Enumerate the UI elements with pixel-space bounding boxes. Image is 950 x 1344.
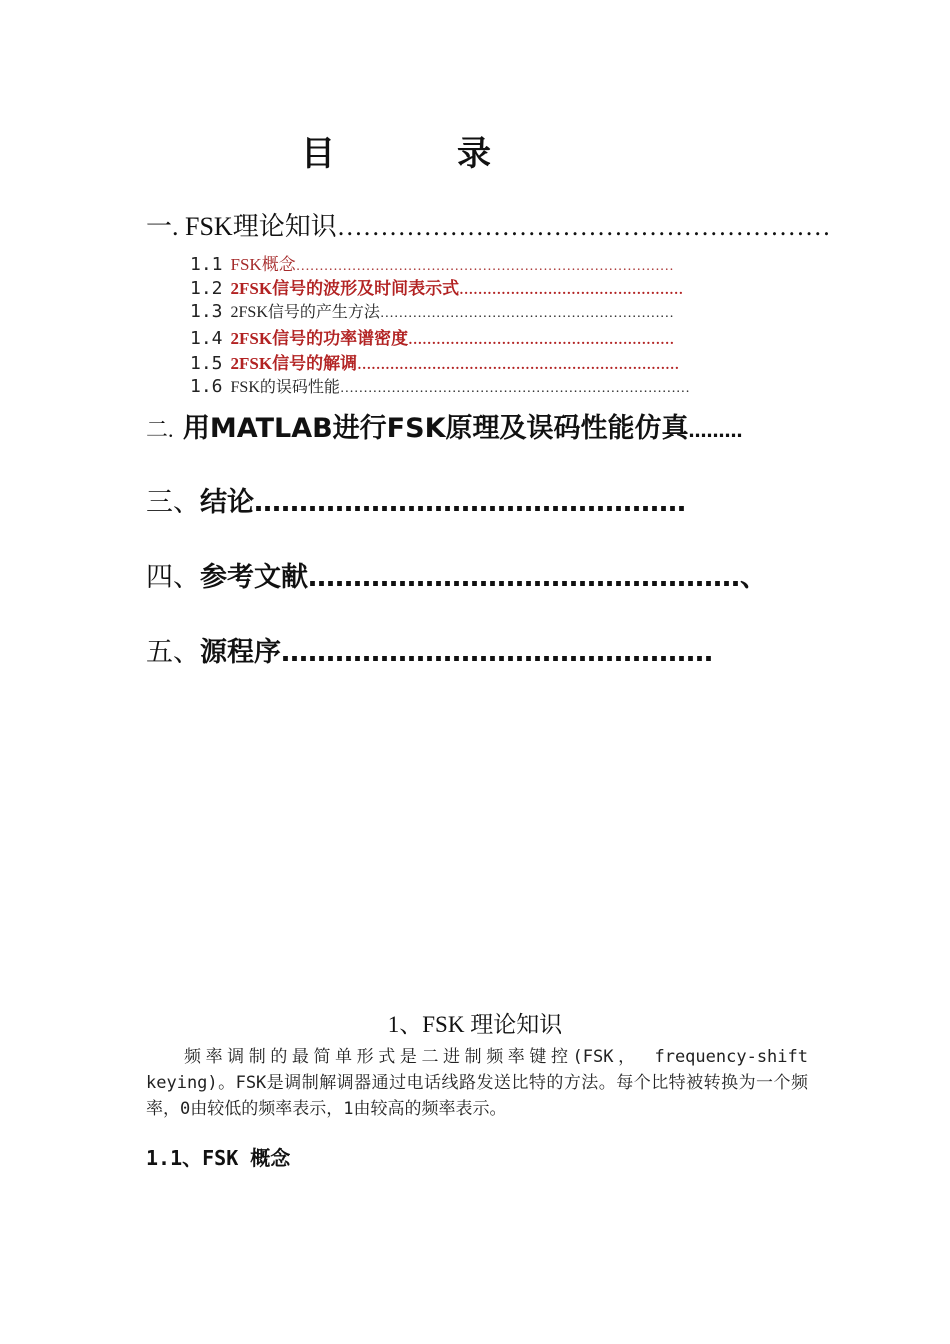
toc-section-4-number: 四、	[146, 562, 200, 592]
toc-subitem-number: 1.6	[190, 376, 223, 397]
toc-section-2[interactable]	[146, 406, 743, 445]
toc-leader-dots: …………………………………………………	[408, 333, 675, 348]
toc-subitem-number: 1.4	[190, 328, 223, 349]
toc-section-3-label: 结论	[200, 487, 254, 518]
toc-subitem-number: 1.5	[190, 353, 223, 374]
toc-leader-dots: …………………………………………	[281, 637, 713, 668]
toc-subitem-1-1[interactable]	[190, 250, 674, 275]
toc-leader-dots: ………	[688, 421, 743, 442]
toc-subitem-label: 2FSK信号的功率谱密度	[230, 329, 409, 348]
toc-leader-dots: ………………………………………………………………………	[295, 259, 674, 274]
toc-subitem-1-6[interactable]	[190, 374, 690, 397]
toc-subitem-number: 1.1	[190, 254, 223, 275]
toc-subitem-number: 1.3	[190, 301, 223, 322]
toc-section-5-label: 源程序	[200, 637, 281, 668]
toc-leader-dots: …………………………………………	[254, 487, 686, 518]
toc-leader-dots: …………………………………………、	[308, 562, 767, 593]
toc-subitem-number: 1.2	[190, 278, 223, 299]
toc-section-5-number: 五、	[146, 637, 200, 667]
toc-title: 目 录	[301, 134, 535, 174]
toc-section-2-label: 用MATLAB进行FSK原理及误码性能仿真	[173, 413, 689, 444]
toc-subitem-label: 2FSK信号的解调	[230, 354, 358, 373]
toc-leader-dots: …………………………………………………………………	[339, 381, 690, 396]
toc-subitem-1-2[interactable]	[190, 274, 683, 299]
toc-section-2-number: 二.	[146, 417, 174, 442]
toc-leader-dots: ……………………………………………………………	[357, 358, 680, 373]
toc-subitem-label: 2FSK信号的波形及时间表示式	[230, 279, 460, 298]
toc-section-3[interactable]	[146, 480, 686, 519]
toc-section-1-number: 一.	[146, 212, 179, 241]
toc-section-4[interactable]	[146, 555, 767, 594]
toc-section-1[interactable]	[146, 206, 831, 243]
toc-section-4-label: 参考文献	[200, 562, 308, 593]
toc-section-1-label: FSK理论知识	[178, 212, 337, 241]
toc-leader-dots: …………………………………………	[459, 283, 684, 298]
toc-subitem-1-3[interactable]	[190, 299, 674, 322]
toc-subitem-label: 2FSK信号的产生方法	[230, 304, 380, 321]
subsection-heading: 1.1、FSK 概念	[146, 1146, 291, 1170]
toc-section-5[interactable]	[146, 630, 713, 669]
toc-subitem-1-4[interactable]	[190, 324, 674, 349]
toc-subitem-label: FSK的误码性能	[230, 379, 340, 396]
toc-subitem-1-5[interactable]	[190, 349, 679, 374]
body-paragraph: 频率调制的最简单形式是二进制频率键控(FSK， frequency-shift keying)。FSK是调制解调器通过电话线路发送比特的方法。每个比特被转换为一个频率，0由较低的频率表示，1由较高的频率表示。	[146, 1047, 808, 1119]
toc-section-3-number: 三、	[146, 487, 200, 517]
toc-leader-dots: ………………………………………………………	[379, 306, 674, 321]
toc-leader-dots: …………………………………………………	[336, 212, 831, 241]
section-heading: 1、FSK 理论知识	[387, 1012, 563, 1037]
toc-subitem-label: FSK概念	[230, 255, 296, 274]
